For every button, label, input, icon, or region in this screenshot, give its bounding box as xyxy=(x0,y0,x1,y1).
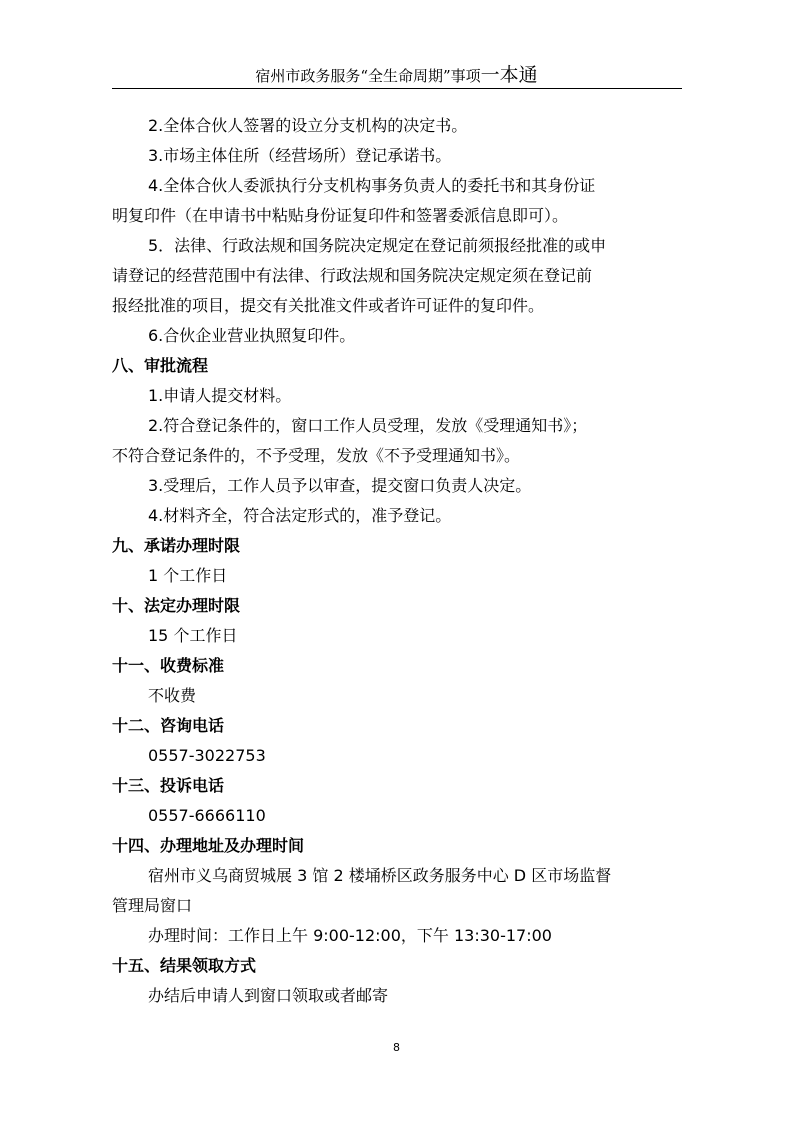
list-item: 1.申请人提交材料。 xyxy=(148,386,292,405)
list-item-continuation: 请登记的经营范围中有法律、行政法规和国务院决定规定须在登记前 xyxy=(112,266,593,285)
phone-number: 0557-6666110 xyxy=(148,806,266,825)
section-heading: 十、法定办理时限 xyxy=(112,596,241,615)
list-item: 4.材料齐全，符合法定形式的，准予登记。 xyxy=(148,506,452,525)
header-rule xyxy=(112,88,682,89)
office-hours: 办理时间：工作日上午 9:00-12:00，下午 13:30-17:00 xyxy=(148,926,552,945)
address-text: 宿州市义乌商贸城展 3 馆 2 楼埇桥区政务服务中心 D 区市场监督 xyxy=(148,866,612,885)
section-heading: 十二、咨询电话 xyxy=(112,716,225,735)
section-heading: 十四、办理地址及办理时间 xyxy=(112,836,305,855)
list-item: 2.全体合伙人签署的设立分支机构的决定书。 xyxy=(148,116,468,135)
list-item: 5．法律、行政法规和国务院决定规定在登记前须报经批准的或申 xyxy=(148,236,607,255)
section-heading: 八、审批流程 xyxy=(112,356,209,375)
list-item-continuation: 报经批准的项目，提交有关批准文件或者许可证件的复印件。 xyxy=(112,296,545,315)
list-item: 2.符合登记条件的，窗口工作人员受理，发放《受理通知书》； xyxy=(148,416,588,435)
list-item: 6.合伙企业营业执照复印件。 xyxy=(148,326,356,345)
list-item: 3.受理后，工作人员予以审查，提交窗口负责人决定。 xyxy=(148,476,532,495)
section-heading: 十三、投诉电话 xyxy=(112,776,225,795)
section-heading: 十五、结果领取方式 xyxy=(112,956,257,975)
section-value: 不收费 xyxy=(148,686,197,705)
section-heading: 九、承诺办理时限 xyxy=(112,536,241,555)
section-heading: 十一、收费标准 xyxy=(112,656,225,675)
address-text-continuation: 管理局窗口 xyxy=(112,896,193,915)
document-body xyxy=(112,111,682,1011)
list-item-continuation: 不符合登记条件的，不予受理，发放《不予受理通知书》。 xyxy=(112,446,521,465)
list-item-continuation: 明复印件（在申请书中粘贴身份证复印件和签署委派信息即可）。 xyxy=(112,206,569,225)
section-value: 办结后申请人到窗口领取或者邮寄 xyxy=(148,986,389,1005)
list-item: 3.市场主体住所（经营场所）登记承诺书。 xyxy=(148,146,452,165)
phone-number: 0557-3022753 xyxy=(148,746,266,765)
header-title-tail: 一本通 xyxy=(480,64,538,86)
section-value: 15 个工作日 xyxy=(148,626,238,645)
header-title-main: 宿州市政务服务“全生命周期”事项 xyxy=(255,67,481,85)
list-item: 4.全体合伙人委派执行分支机构事务负责人的委托书和其身份证 xyxy=(148,176,596,195)
section-value: 1 个工作日 xyxy=(148,566,228,585)
page-header xyxy=(0,60,793,87)
page-number: 8 xyxy=(393,1041,400,1054)
